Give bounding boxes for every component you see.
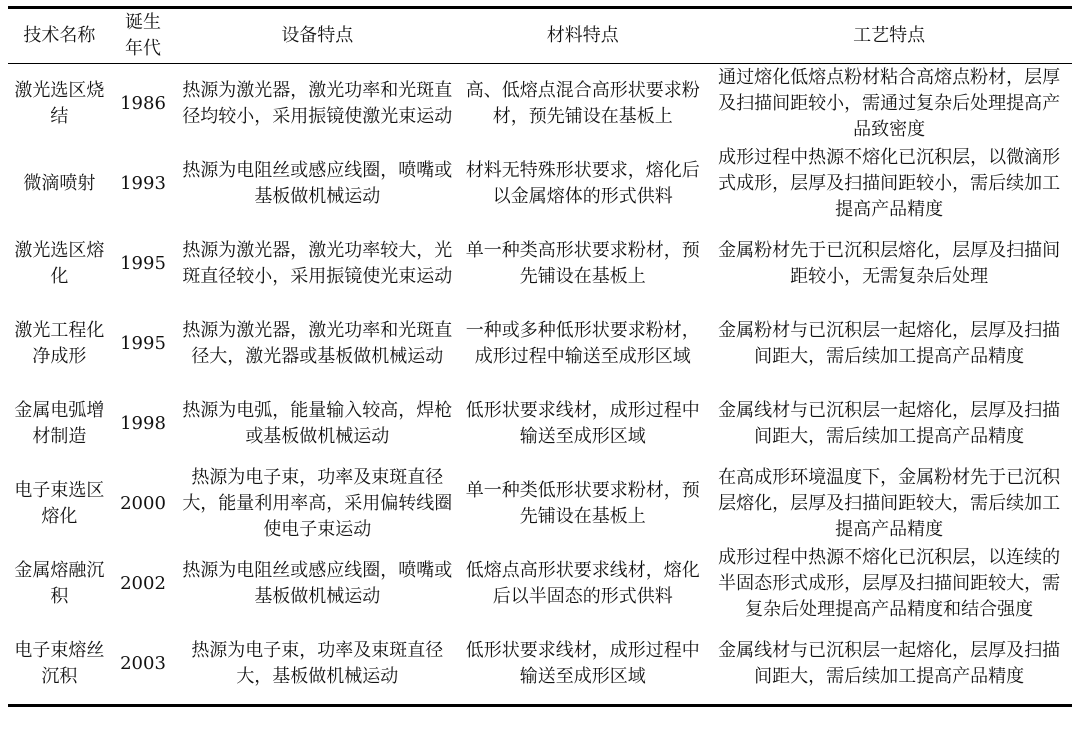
cell-equipment: 热源为电子束，功率及束斑直径大，基板做机械运动 bbox=[191, 640, 444, 687]
cell-tech-name: 激光工程化净成形 bbox=[14, 320, 105, 367]
table-row bbox=[8, 304, 1072, 384]
cell-year: 1998 bbox=[120, 413, 166, 434]
cell-process: 在高成形环境温度下，金属粉材先于已沉积层熔化，层厚及扫描间距较大，需后续加工提高产品精度 bbox=[718, 467, 1061, 540]
cell-material: 高、低熔点混合高形状要求粉材，预先铺设在基板上 bbox=[465, 80, 700, 127]
table-row bbox=[8, 624, 1072, 706]
cell-process: 金属粉材与已沉积层一起熔化，层厚及扫描间距大，需后续加工提高产品精度 bbox=[718, 320, 1061, 367]
table-body bbox=[8, 64, 1072, 706]
cell-year: 1986 bbox=[120, 93, 166, 114]
header-tech-name: 技术名称 bbox=[23, 25, 96, 46]
cell-equipment: 热源为电阻丝或感应线圈，喷嘴或基板做机械运动 bbox=[182, 160, 453, 207]
table-row bbox=[8, 544, 1072, 624]
am-technology-table-container bbox=[8, 6, 1072, 707]
cell-equipment: 热源为激光器，激光功率较大，光斑直径较小，采用振镜使光束运动 bbox=[182, 240, 453, 287]
cell-process: 金属粉材先于已沉积层熔化，层厚及扫描间距较小，无需复杂后处理 bbox=[718, 240, 1061, 287]
cell-year: 1993 bbox=[120, 173, 166, 194]
header-material: 材料特点 bbox=[546, 25, 619, 46]
cell-equipment: 热源为电子束，功率及束斑直径大，能量利用率高，采用偏转线圈使电子束运动 bbox=[182, 467, 453, 540]
table-row bbox=[8, 144, 1072, 224]
cell-tech-name: 电子束选区熔化 bbox=[14, 480, 105, 527]
cell-material: 单一种类低形状要求粉材，预先铺设在基板上 bbox=[465, 480, 700, 527]
table-header bbox=[8, 8, 1072, 64]
cell-tech-name: 电子束熔丝沉积 bbox=[14, 640, 105, 687]
table-row bbox=[8, 464, 1072, 544]
cell-equipment: 热源为电弧，能量输入较高，焊枪或基板做机械运动 bbox=[182, 400, 453, 447]
cell-year: 1995 bbox=[120, 333, 166, 354]
cell-material: 低熔点高形状要求线材，熔化后以半固态的形式供料 bbox=[465, 560, 700, 607]
header-equipment: 设备特点 bbox=[281, 25, 354, 46]
cell-equipment: 热源为激光器，激光功率和光斑直径大，激光器或基板做机械运动 bbox=[182, 320, 453, 367]
cell-year: 2002 bbox=[120, 573, 166, 594]
cell-equipment: 热源为激光器，激光功率和光斑直径均较小，采用振镜使激光束运动 bbox=[182, 80, 453, 127]
cell-material: 一种或多种低形状要求粉材，成形过程中输送至成形区域 bbox=[465, 320, 700, 367]
table-row bbox=[8, 384, 1072, 464]
cell-process: 通过熔化低熔点粉材粘合高熔点粉材，层厚及扫描间距较小，需通过复杂后处理提高产品致密度 bbox=[718, 67, 1061, 140]
header-row bbox=[8, 8, 1072, 64]
am-technology-table bbox=[8, 6, 1072, 707]
cell-tech-name: 微滴喷射 bbox=[23, 173, 96, 194]
table-row bbox=[8, 64, 1072, 145]
cell-year: 2003 bbox=[120, 653, 166, 674]
cell-material: 低形状要求线材，成形过程中输送至成形区域 bbox=[465, 400, 700, 447]
cell-tech-name: 激光选区烧结 bbox=[14, 80, 105, 127]
cell-year: 1995 bbox=[120, 253, 166, 274]
cell-process: 成形过程中热源不熔化已沉积层，以连续的半固态形式成形，层厚及扫描间距较大，需复杂后处理提高产品精度和结合强度 bbox=[718, 547, 1061, 620]
header-year: 诞生年代 bbox=[125, 12, 161, 59]
table-row bbox=[8, 224, 1072, 304]
cell-tech-name: 金属电弧增材制造 bbox=[14, 400, 105, 447]
cell-material: 低形状要求线材，成形过程中输送至成形区域 bbox=[465, 640, 700, 687]
cell-process: 金属线材与已沉积层一起熔化，层厚及扫描间距大，需后续加工提高产品精度 bbox=[718, 400, 1061, 447]
cell-tech-name: 激光选区熔化 bbox=[14, 240, 105, 287]
cell-material: 材料无特殊形状要求，熔化后以金属熔体的形式供料 bbox=[465, 160, 700, 207]
cell-material: 单一种类高形状要求粉材，预先铺设在基板上 bbox=[465, 240, 700, 287]
cell-year: 2000 bbox=[120, 493, 166, 514]
cell-process: 成形过程中热源不熔化已沉积层，以微滴形式成形，层厚及扫描间距较小，需后续加工提高产品精度 bbox=[718, 147, 1061, 220]
cell-process: 金属线材与已沉积层一起熔化，层厚及扫描间距大，需后续加工提高产品精度 bbox=[718, 640, 1061, 687]
cell-equipment: 热源为电阻丝或感应线圈，喷嘴或基板做机械运动 bbox=[182, 560, 453, 607]
header-process: 工艺特点 bbox=[853, 25, 926, 46]
cell-tech-name: 金属熔融沉积 bbox=[14, 560, 105, 607]
